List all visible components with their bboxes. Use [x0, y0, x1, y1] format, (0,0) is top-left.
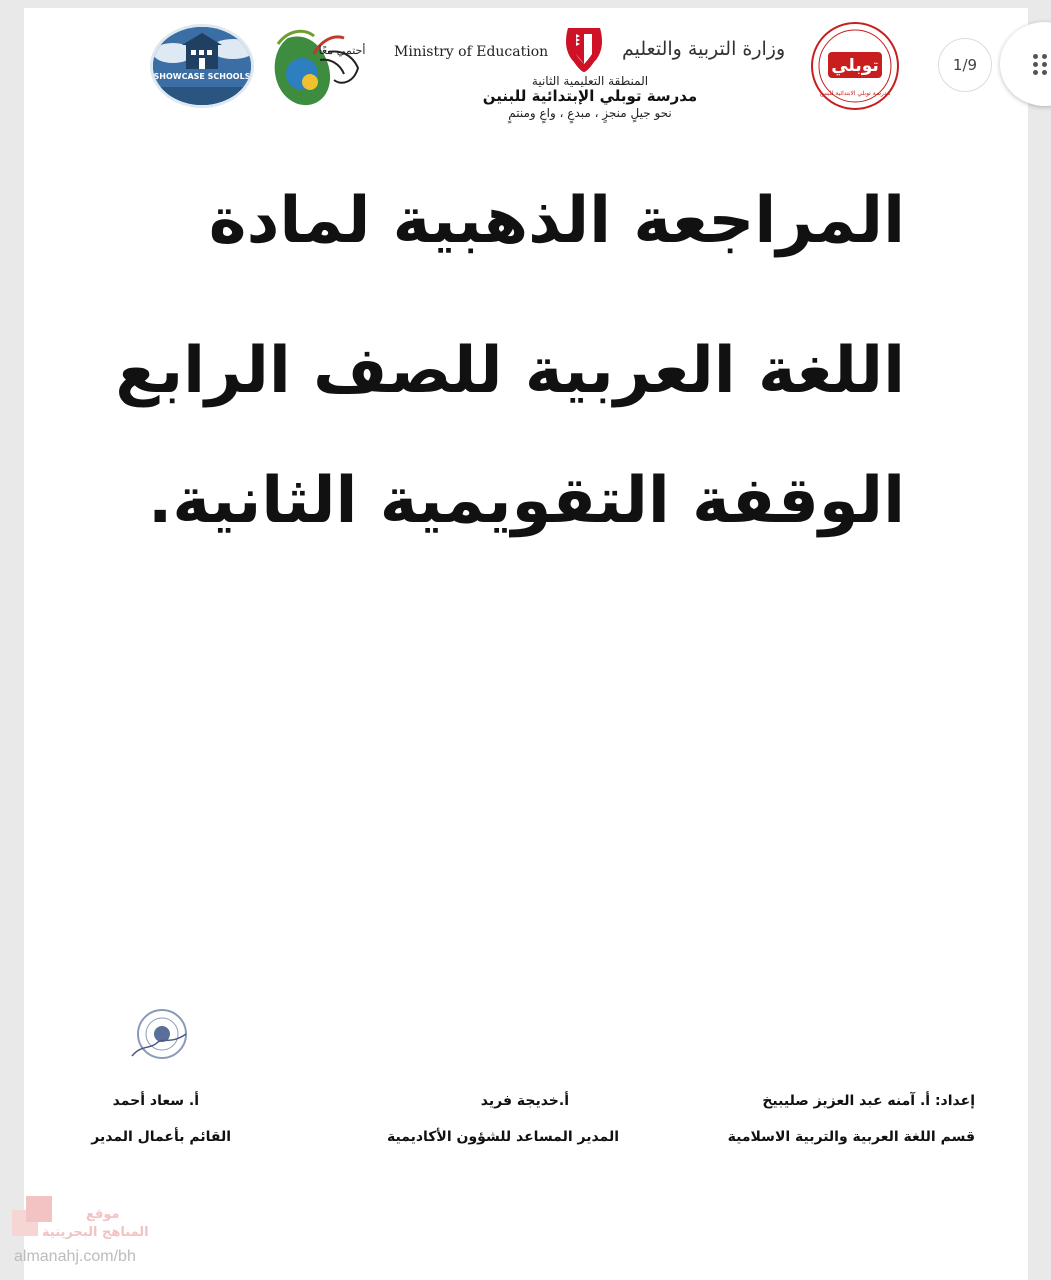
watermark-line-1: موقع	[86, 1207, 120, 1222]
acting-principal-role: القائم بأعمال المدير	[91, 1129, 231, 1145]
prepared-by: إعداد: أ. آمنه عبد العزيز صليبيخ	[762, 1093, 975, 1109]
showcase-schools-logo	[150, 24, 254, 108]
ministry-name-en: Ministry of Education	[394, 44, 549, 60]
page-indicator	[938, 38, 992, 92]
title-line-1: المراجعة الذهبية لمادة	[208, 184, 905, 258]
school-name: مدرسة توبلي الإبتدائية للبنين	[482, 87, 698, 105]
dots-grid-icon	[1033, 54, 1051, 76]
region-name: المنطقة التعليمية الثانية	[531, 74, 649, 88]
bahrain-emblem-icon	[562, 24, 606, 74]
acting-principal-name: أ. سعاد أحمد	[112, 1093, 199, 1109]
program-logo-text: أحتمي معًا	[318, 44, 366, 57]
watermark-url: almanahj.com/bh	[14, 1248, 136, 1265]
assistant-name: أ.خديجة فريد	[480, 1093, 569, 1109]
prepared-department: قسم اللغة العربية والتربية الاسلامية	[727, 1129, 975, 1145]
page-indicator-text: 1/9	[952, 56, 978, 74]
school-stamp-icon	[128, 1004, 192, 1064]
ministry-name-ar: وزارة التربية والتعليم	[622, 38, 786, 60]
title-line-2: اللغة العربية للصف الرابع	[115, 334, 905, 408]
tubli-logo-text: توبلي	[831, 56, 879, 76]
tubli-logo-subtext: مدرسة توبلي الابتدائية للبنين	[819, 90, 891, 97]
tubli-school-logo	[800, 20, 910, 112]
assistant-role: المدير المساعد للشؤون الأكاديمية	[386, 1129, 619, 1145]
program-logo	[258, 24, 368, 110]
showcase-logo-label: SHOWCASE SCHOOLS	[153, 72, 251, 81]
watermark-line-2: المناهج البحرينية	[42, 1225, 149, 1240]
title-line-3: الوقفة التقويمية الثانية.	[148, 464, 905, 538]
school-motto: نحو جيلٍ منجزٍ ، مبدعٍ ، واعٍ ومنتمٍ	[508, 106, 672, 120]
ministry-header	[390, 22, 790, 122]
